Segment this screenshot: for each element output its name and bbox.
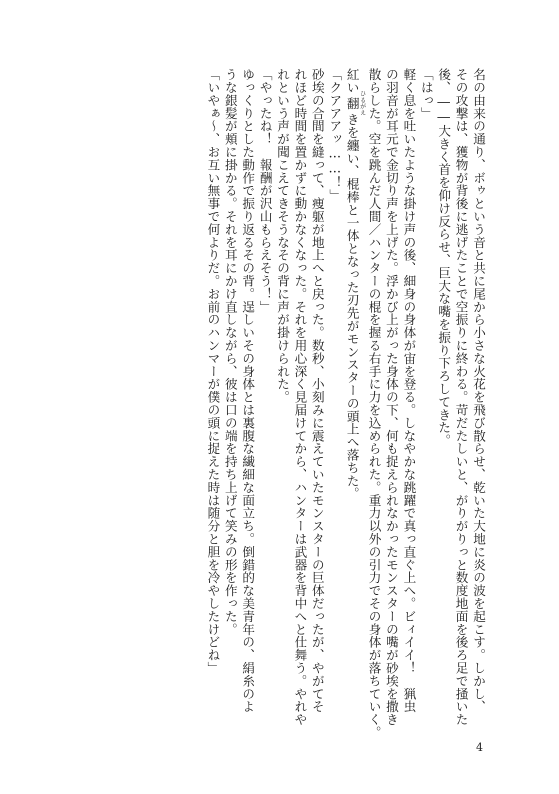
text-line: れほど時間を置かずに動かなくなった。それを用心深く見届けてから、ハンターは武器を背中へと仕舞う。やれや: [292, 68, 308, 726]
dialogue-line: 「はっ」: [418, 68, 434, 120]
text-line: れという声が聞こえてきそうなその背に声が掛けられた。: [275, 68, 291, 404]
text-line: ゆっくりとした動作で振り返るその背。逞しいその身体とは裏腹な繊細な面立ち。倒錯的な美青年の、絹糸のよ: [240, 68, 256, 713]
page-number: 4: [476, 741, 483, 754]
vertical-text-body: [204, 68, 487, 739]
text-line: 砂埃の合間を縫って、痩躯が地上へと戻った。数秒、小刻みに震えていたモンスターの巨体だったが、やがてそ: [309, 68, 325, 713]
dialogue-line: 「やったね！ 報酬が沢山もらえそう！」: [257, 68, 273, 314]
text-line: 紅い翻 ひるがえきを纏い、棍棒と一体となった刃先がモンスターの頭上へ落ちた。: [344, 68, 366, 500]
text-line: その攻撃は、獲物が背後に逃げたことで空振りに終わる。苛だたしいと、がりがりっと数度地面を後ろ足で掻いた: [453, 68, 469, 726]
text-line: 後、――大きく首を仰け反らせ、巨大な嘴を振り下ろしてきた。: [436, 68, 452, 447]
text-line: 軽く息を吐いたような掛け声の後、細身の身体が宙を登る。しなやかな跳躍で真っ直ぐ上へ。ビィイイ！ 猟虫: [401, 68, 417, 713]
text-line: うな銀髪が頬に掛かる。それを耳にかけ直しながら、彼は口の端を持ち上げて笑みの形を作った。: [222, 68, 238, 636]
text-line: の羽音が耳元で金切り声を上げた。浮かび上がった身体の下、何も捉えられなかったモンスターの嘴が砂埃を撒き: [383, 68, 399, 726]
dialogue-line: 「いやぁ〜、お互い無事で何よりだ。お前のハンマーが僕の頭に捉えた時は随分と胆を冷やしたけどね」: [205, 68, 221, 675]
ruby-reading: ひるがえ: [358, 90, 366, 117]
text-line: 名の由来の通り、ボゥという音と共に尾から小さな火花を飛び散らせ、乾いた大地に炎の波を起こす。しかし、: [471, 68, 486, 713]
ruby-word: 翻 ひるがえ: [344, 90, 366, 117]
dialogue-line: 「クアアアッ……！」: [327, 68, 343, 202]
text-line: 散らした。空を跳んだ人間／ハンターの棍を握る右手に力を込められた。重力以外の引力でその身体が落ちていく。: [366, 68, 382, 739]
